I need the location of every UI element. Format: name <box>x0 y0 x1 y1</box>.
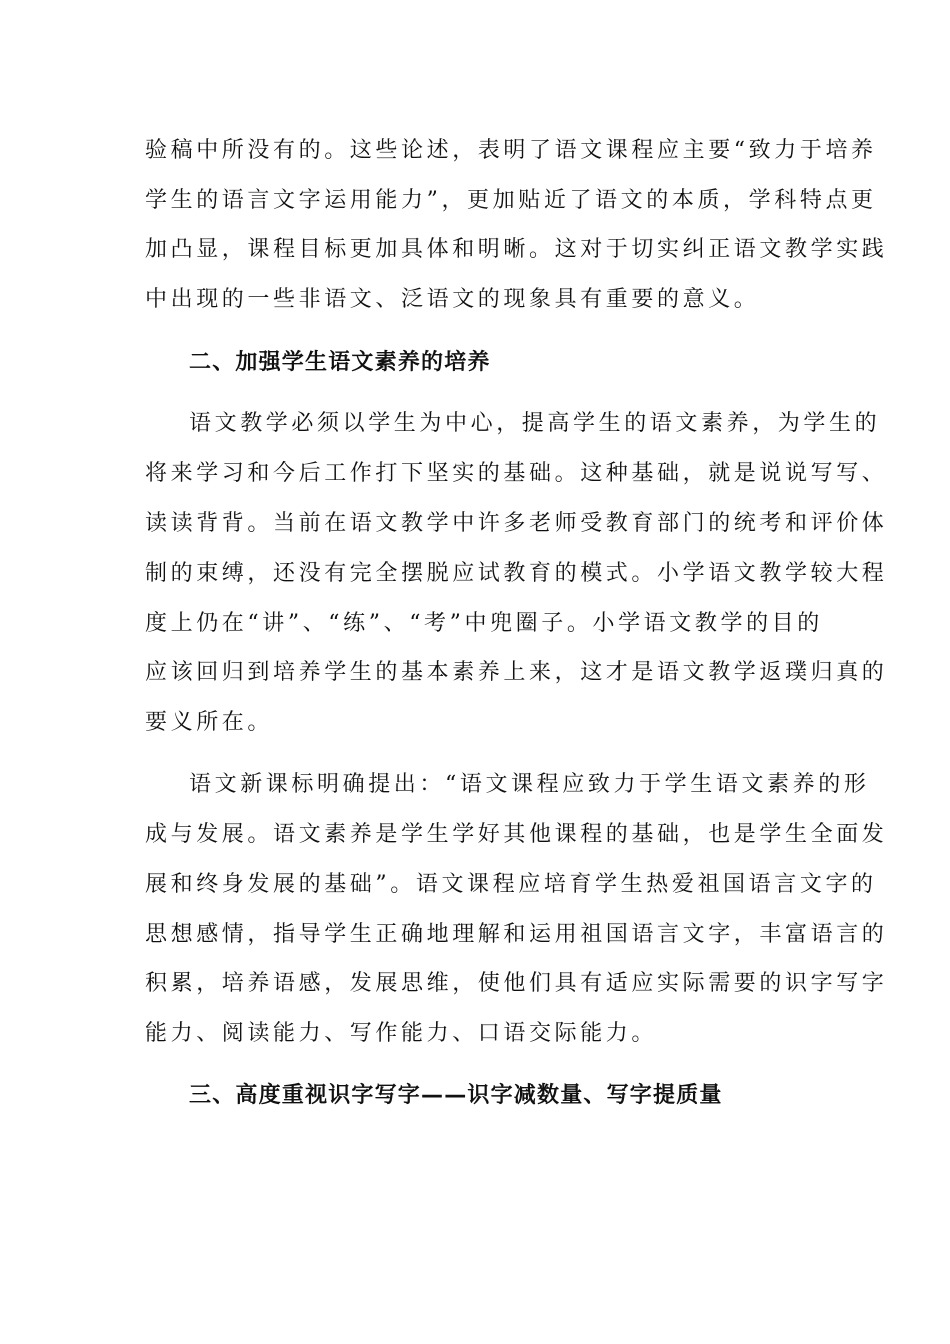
text-line: 读读背背。当前在语文教学中许多老师受教育部门的统考和评价体 <box>145 511 888 536</box>
text-line: 要义所在。 <box>145 710 274 735</box>
section-heading-3: 三、高度重视识字写字——识字减数量、写字提质量 <box>189 1083 723 1108</box>
text-line: 成与发展。语文素养是学生学好其他课程的基础，也是学生全面发 <box>145 822 888 847</box>
text-line: 积累，培养语感，发展思维，使他们具有适应实际需要的识字写字 <box>145 971 888 996</box>
text-line: 应该回归到培养学生的基本素养上来，这才是语文教学返璞归真的 <box>145 660 888 685</box>
text-line: 加凸显，课程目标更加具体和明晰。这对于切实纠正语文教学实践 <box>145 237 888 262</box>
text-line: 验稿中所没有的。这些论述，表明了语文课程应主要“致力于培养 <box>145 138 877 163</box>
text-line: 思想感情，指导学生正确地理解和运用祖国语言文字，丰富语言的 <box>145 922 888 947</box>
text-line: 学生的语言文字运用能力”，更加贴近了语文的本质，学科特点更 <box>145 188 877 213</box>
section-heading-2: 二、加强学生语文素养的培养 <box>189 350 491 375</box>
text-line: 能力、阅读能力、写作能力、口语交际能力。 <box>145 1021 658 1046</box>
text-line: 将来学习和今后工作打下坚实的基础。这种基础，就是说说写写、 <box>145 461 888 486</box>
text-line: 语文教学必须以学生为中心，提高学生的语文素养，为学生的 <box>189 411 881 436</box>
text-line: 制的束缚，还没有完全摆脱应试教育的模式。小学语文教学较大程 <box>145 561 888 586</box>
text-line: 中出现的一些非语文、泛语文的现象具有重要的意义。 <box>145 287 760 312</box>
text-line: 语文新课标明确提出：“语文课程应致力于学生语文素养的形 <box>189 772 870 797</box>
text-line: 度上仍在“讲”、“练”、“考”中兜圈子。小学语文教学的目的 <box>145 611 823 636</box>
text-line: 展和终身发展的基础”。语文课程应培育学生热爱祖国语言文字的 <box>145 872 877 897</box>
